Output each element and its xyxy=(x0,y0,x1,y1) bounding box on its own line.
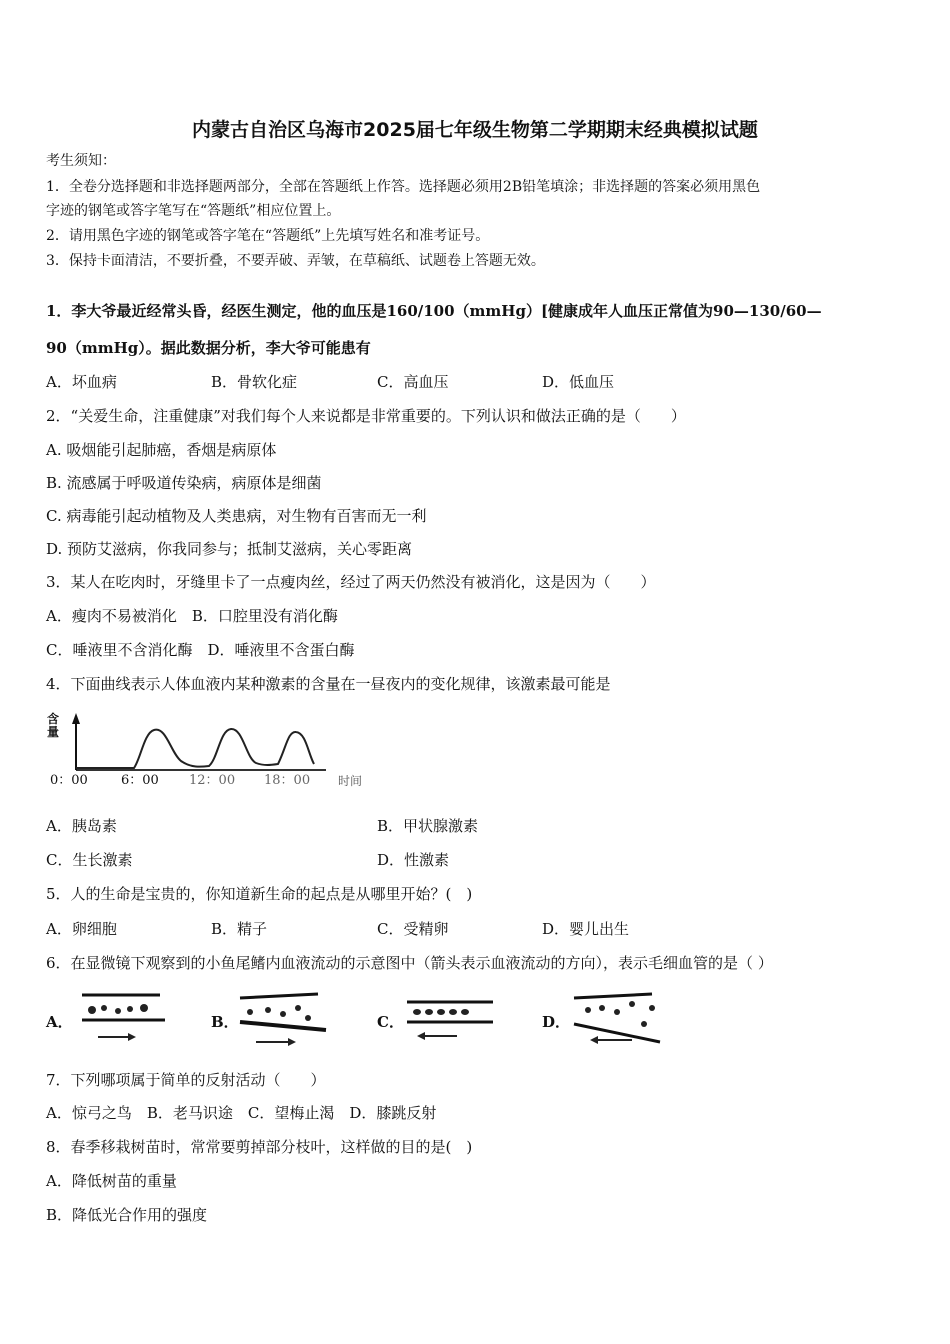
q8-option-b: B．降低光合作用的强度 xyxy=(46,1206,208,1224)
q5-option-a: A．卵细胞 xyxy=(46,920,117,938)
q1-option-b: B．骨软化症 xyxy=(211,373,298,391)
notice-heading: 考生须知： xyxy=(46,153,116,169)
q3-stem: 3．某人在吃肉时，牙缝里卡了一点瘦肉丝，经过了两天仍然没有被消化，这是因为（ ） xyxy=(46,573,656,591)
q4-option-c: C．生长激素 xyxy=(46,851,133,869)
vessel-figure-a xyxy=(80,990,170,1046)
q6-option-d: D． xyxy=(542,1013,571,1031)
hormone-curve xyxy=(76,729,314,768)
q1-option-c: C．高血压 xyxy=(377,373,449,391)
q5-stem: 5．人的生命是宝贵的，你知道新生命的起点是从哪里开始？( ) xyxy=(46,885,473,903)
chart-ylabel: 含量 xyxy=(47,712,60,739)
q1-option-d: D．低血压 xyxy=(542,373,615,391)
q2-option-a: A. 吸烟能引起肺癌，香烟是病原体 xyxy=(46,441,277,459)
q2-option-d: D. 预防艾滋病，你我同参与；抵制艾滋病，关心零距离 xyxy=(46,540,413,558)
chart-tick: 0：00 xyxy=(50,773,88,788)
q2-stem: 2．“关爱生命，注重健康”对我们每个人来说都是非常重要的。下列认识和做法正确的是（ ） xyxy=(46,407,686,425)
q1-stem: 1．李大爷最近经常头昏，经医生测定，他的血压是160/100（mmHg）[健康成年人血压正常值为90—130/60— xyxy=(46,302,822,320)
q4-option-d: D．性激素 xyxy=(377,851,450,869)
q1-stem-cont: 90（mmHg）。据此数据分析，李大爷可能患有 xyxy=(46,339,371,357)
q6-option-a: A． xyxy=(46,1013,73,1031)
q5-option-d: D．婴儿出生 xyxy=(542,920,630,938)
q4-option-b: B．甲状腺激素 xyxy=(377,817,479,835)
chart-tick: 18：00 xyxy=(264,773,311,788)
q4-stem: 4．下面曲线表示人体血液内某种激素的含量在一昼夜内的变化规律，该激素最可能是 xyxy=(46,675,611,693)
chart-tick: 12：00 xyxy=(189,773,236,788)
notice-item: 3．保持卡面清洁，不要折叠，不要弄破、弄皱，在草稿纸、试题卷上答题无效。 xyxy=(46,253,545,269)
q1-option-a: A．坏血病 xyxy=(46,373,117,391)
notice-item: 2．请用黑色字迹的钢笔或答字笔在“答题纸”上先填写姓名和准考证号。 xyxy=(46,228,490,244)
q7-options: A．惊弓之鸟 B．老马识途 C．望梅止渴 D．膝跳反射 xyxy=(46,1104,437,1122)
vessel-figure-b xyxy=(238,990,333,1046)
page-title: 内蒙古自治区乌海市2025届七年级生物第二学期期末经典模拟试题 xyxy=(192,119,758,141)
q6-stem: 6．在显微镜下观察到的小鱼尾鳍内血液流动的示意图中（箭头表示血液流动的方向），表示毛细血管的是（ ） xyxy=(46,954,773,972)
q2-option-b: B. 流感属于呼吸道传染病，病原体是细菌 xyxy=(46,474,322,492)
q6-option-b: B． xyxy=(211,1013,239,1031)
q8-stem: 8．春季移栽树苗时，常常要剪掉部分枝叶，这样做的目的是( ) xyxy=(46,1138,473,1156)
q5-option-c: C．受精卵 xyxy=(377,920,449,938)
notice-item: 1．全卷分选择题和非选择题两部分，全部在答题纸上作答。选择题必须用2B铅笔填涂；非选择题的答案必须用黑色 xyxy=(46,179,761,195)
q3-options-cd: C．唾液里不含消化酶 D．唾液里不含蛋白酶 xyxy=(46,641,355,659)
vessel-figure-c xyxy=(405,990,500,1046)
q2-option-c: C. 病毒能引起动植物及人类患病，对生物有百害而无一利 xyxy=(46,507,427,525)
vessel-figure-d xyxy=(572,990,667,1050)
q8-option-a: A．降低树苗的重量 xyxy=(46,1172,177,1190)
q5-option-b: B．精子 xyxy=(211,920,268,938)
notice-item: 字迹的钢笔或答字笔写在“答题纸”相应位置上。 xyxy=(46,203,341,219)
y-axis-arrow xyxy=(72,713,80,724)
q6-option-c: C． xyxy=(377,1013,404,1031)
chart-xlabel: 时间 xyxy=(338,774,363,788)
chart-tick: 6：00 xyxy=(121,773,159,788)
q3-options-ab: A．瘦肉不易被消化 B．口腔里没有消化酶 xyxy=(46,607,338,625)
q4-option-a: A．胰岛素 xyxy=(46,817,117,835)
q7-stem: 7．下列哪项属于简单的反射活动（ ） xyxy=(46,1071,326,1089)
